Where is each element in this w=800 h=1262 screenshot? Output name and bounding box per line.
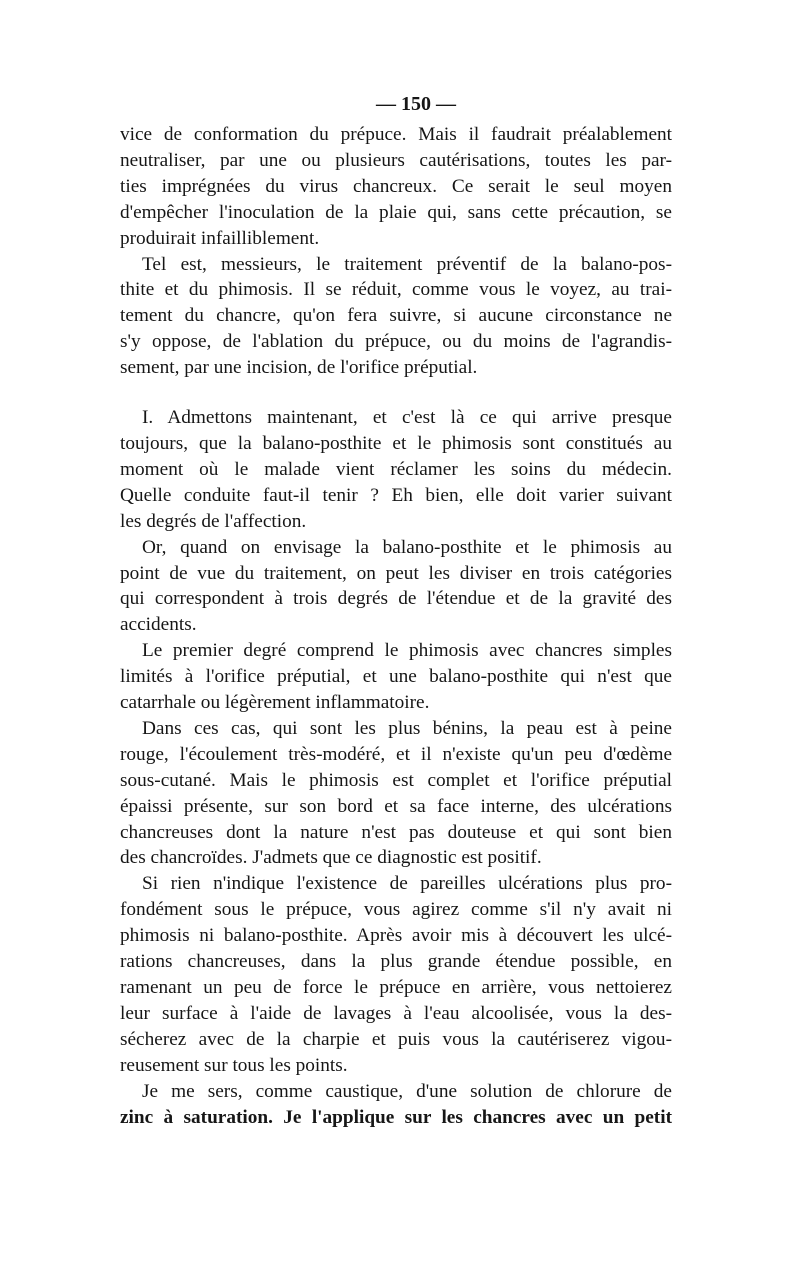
text-line: des chancroïdes. J'admets que ce diagnostic est positif. (120, 847, 542, 869)
text-line: neutraliser, par une ou plusieurs cautérisations, toutes les par- (120, 149, 672, 171)
text-line: thite et du phimosis. Il se réduit, comme vous le voyez, au trai- (120, 279, 672, 301)
text-line: Quelle conduite faut-il tenir ? Eh bien, elle doit varier suivant (120, 484, 672, 506)
book-page (120, 86, 672, 1130)
paragraph (120, 252, 672, 382)
text-line: rouge, l'écoulement très-modéré, et il n'existe qu'un peu d'œdème (120, 743, 672, 765)
text-line: épaissi présente, sur son bord et sa face interne, des ulcérations (120, 795, 672, 817)
section-gap (120, 381, 672, 405)
paragraph (120, 535, 672, 639)
text-line: sement, par une incision, de l'orifice préputial. (120, 357, 478, 379)
paragraph (120, 871, 672, 1078)
text-line: Je me sers, comme caustique, d'une solution de chlorure de (142, 1080, 672, 1102)
text-line: tement du chancre, qu'on fera suivre, si aucune circonstance ne (120, 305, 672, 327)
text-line: reusement sur tous les points. (120, 1054, 348, 1076)
text-line: accidents. (120, 614, 197, 636)
text-line: Tel est, messieurs, le traitement préventif de la balano-pos- (142, 253, 672, 275)
text-line: Si rien n'indique l'existence de pareilles ulcérations plus pro- (142, 873, 672, 895)
text-line: chancreuses dont la nature n'est pas douteuse et qui sont bien (120, 821, 672, 843)
paragraph (120, 716, 672, 871)
text-line: limités à l'orifice préputial, et une balano-posthite qui n'est que (120, 666, 672, 688)
text-line: phimosis ni balano-posthite. Après avoir mis à découvert les ulcé- (120, 925, 672, 947)
paragraph (120, 638, 672, 716)
paragraph (120, 405, 672, 535)
text-line: fondément sous le prépuce, vous agirez comme s'il n'y avait ni (120, 899, 672, 921)
text-line: leur surface à l'aide de lavages à l'eau alcoolisée, vous la des- (120, 1002, 672, 1024)
text-line: Dans ces cas, qui sont les plus bénins, la peau est à peine (142, 717, 672, 739)
text-line: produirait infailliblement. (120, 227, 320, 249)
text-line: sous-cutané. Mais le phimosis est complet et l'orifice préputial (120, 769, 672, 791)
text-line: I. Admettons maintenant, et c'est là ce qui arrive presque (142, 407, 672, 429)
text-line: zinc à saturation. Je l'applique sur les chancres avec un petit (120, 1106, 672, 1128)
text-line: rations chancreuses, dans la plus grande étendue possible, en (120, 951, 672, 973)
text-line: ramenant un peu de force le prépuce en arrière, vous nettoierez (120, 977, 672, 998)
text-line: toujours, que la balano-posthite et le phimosis sont constitués au (120, 432, 672, 454)
text-line: s'y oppose, de l'ablation du prépuce, ou du moins de l'agrandis- (120, 331, 672, 353)
text-line: Or, quand on envisage la balano-posthite et le phimosis au (142, 536, 672, 558)
text-line: ties imprégnées du virus chancreux. Ce serait le seul moyen (120, 175, 672, 197)
page-number: — 150 — (376, 93, 456, 115)
text-line: les degrés de l'affection. (120, 510, 307, 532)
paragraph (120, 1079, 672, 1131)
text-line: catarrhale ou légèrement inflammatoire. (120, 692, 430, 714)
text-line: moment où le malade vient réclamer les soins du médecin. (120, 458, 672, 480)
paragraph (120, 122, 672, 252)
text-line: d'empêcher l'inoculation de la plaie qui, sans cette précaution, se (120, 201, 672, 223)
text-line: sécherez avec de la charpie et puis vous la cautériserez vigou- (120, 1028, 672, 1050)
text-line: point de vue du traitement, on peut les diviser en trois catégories (120, 562, 672, 584)
text-line: vice de conformation du prépuce. Mais il faudrait préalablement (120, 124, 672, 145)
text-line: Le premier degré comprend le phimosis avec chancres simples (142, 640, 672, 662)
text-line: qui correspondent à trois degrés de l'étendue et de la gravité des (120, 588, 672, 610)
